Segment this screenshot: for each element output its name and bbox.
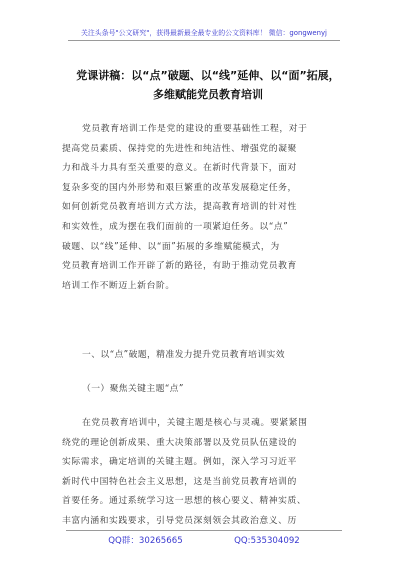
paragraph-2: [62, 414, 360, 532]
page-header-banner: 关注头条号"公文研究"，获得最新最全最专业的公文资料库！ 微信：gongwenyj: [81, 29, 327, 37]
paragraph-line: 实际需求，确定培训的关键主题。例如，深入学习习近平: [62, 457, 297, 468]
paragraph-line: 力和战斗力具有至关重要的意义。在新时代背景下，面对: [62, 163, 297, 174]
paragraph-line: 首要任务。通过系统学习这一思想的核心要义、精神实质、: [62, 496, 307, 507]
paragraph-line: 党员教育培训工作是党的建设的重要基础性工程，对于: [82, 124, 308, 134]
paragraph-line: 培训工作不断迈上新台阶。: [62, 280, 175, 291]
footer-qq: QQ:535304092: [234, 536, 300, 546]
page-footer: [0, 534, 408, 546]
paragraph-line: 提高党员素质、保持党的先进性和纯洁性、增强党的凝聚: [62, 143, 297, 154]
title-line-2: 多维赋能党员教育培训: [153, 88, 263, 101]
paragraph-line: 破题、以“线”延伸、以“面”拓展的多维赋能模式，为: [62, 241, 280, 252]
footer-divider: [66, 530, 342, 531]
paragraph-line: 丰富内涵和实践要求，引导党员深刻领会其政治意义、历: [62, 515, 297, 526]
paragraph-line: 绕党的理论创新成果、重大决策部署以及党员队伍建设的: [62, 437, 297, 448]
footer-qq-group: QQ群：30265665: [108, 536, 183, 546]
paragraph-line: 如何创新党员教育培训方式方法，提高教育培训的针对性: [62, 202, 297, 213]
document-title: [52, 66, 364, 104]
subsection-heading: （一）聚焦关键主题“点”: [82, 384, 184, 394]
title-line-1: 党课讲稿：以“点”破题、以“线”延伸、以“面”拓展，: [76, 69, 340, 82]
header-divider: [68, 40, 340, 41]
paragraph-line: 在党员教育培训中，关键主题是核心与灵魂。要紧紧围: [82, 418, 308, 428]
section-heading: 一、以“点”破题，精准发力提升党员教育培训实效: [82, 350, 285, 360]
paragraph-line: 复杂多变的国内外形势和艰巨繁重的改革发展稳定任务，: [62, 182, 297, 193]
paragraph-line: 党员教育培训工作开辟了新的路径，有助于推动党员教育: [62, 261, 297, 272]
paragraph-line: 新时代中国特色社会主义思想，这是当前党员教育培训的: [62, 476, 297, 487]
paragraph-line: 和实效性，成为摆在我们面前的一项紧迫任务。以“点”: [62, 221, 289, 232]
paragraph-1: [62, 120, 360, 296]
